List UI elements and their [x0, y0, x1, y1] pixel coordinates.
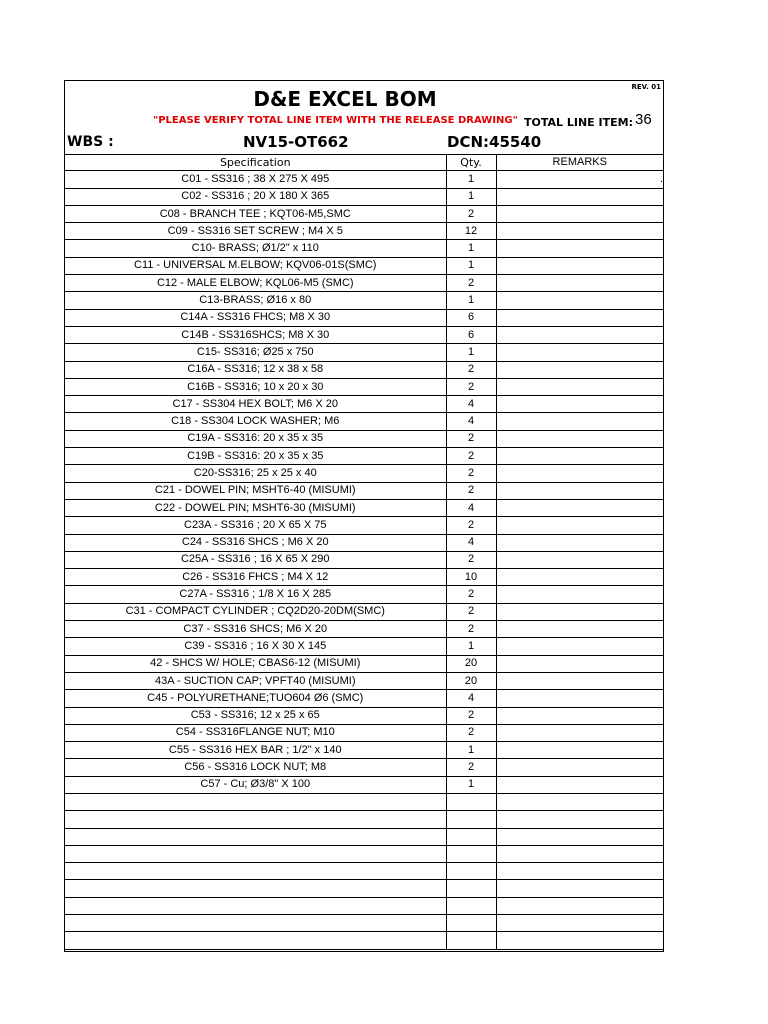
table-row — [65, 205, 663, 222]
remarks-cell[interactable] — [496, 621, 663, 638]
table-row — [65, 223, 663, 240]
table-row — [65, 724, 663, 741]
table-row — [65, 499, 663, 516]
table-row — [65, 569, 663, 586]
spec-cell[interactable]: C01 - SS316 ; 38 X 275 X 495 — [65, 171, 446, 188]
qty-cell[interactable]: 2 — [446, 551, 496, 568]
remarks-cell[interactable] — [496, 586, 663, 603]
remarks-cell[interactable] — [496, 915, 663, 932]
table-row — [65, 915, 663, 932]
spec-cell[interactable]: C20-SS316; 25 x 25 x 40 — [65, 465, 446, 482]
table-row — [65, 551, 663, 568]
spec-cell[interactable] — [65, 880, 446, 897]
qty-cell[interactable]: 4 — [446, 690, 496, 707]
spec-cell[interactable]: C39 - SS316 ; 16 X 30 X 145 — [65, 638, 446, 655]
qty-cell[interactable]: 2 — [446, 448, 496, 465]
qty-cell[interactable]: 1 — [446, 240, 496, 257]
spec-cell[interactable]: C13-BRASS; Ø16 x 80 — [65, 292, 446, 309]
spec-cell[interactable]: C54 - SS316FLANGE NUT; M10 — [65, 724, 446, 741]
remarks-cell[interactable] — [496, 430, 663, 447]
table-row — [65, 863, 663, 880]
remarks-cell[interactable] — [496, 793, 663, 810]
remarks-cell[interactable]: . — [496, 171, 663, 188]
spec-cell[interactable] — [65, 932, 446, 949]
table-row — [65, 897, 663, 914]
table-row — [65, 344, 663, 361]
remarks-cell[interactable] — [496, 275, 663, 292]
spec-cell[interactable]: C18 - SS304 LOCK WASHER; M6 — [65, 413, 446, 430]
qty-cell[interactable]: 2 — [446, 465, 496, 482]
qty-cell[interactable]: 1 — [446, 171, 496, 188]
spec-cell[interactable]: C19B - SS316: 20 x 35 x 35 — [65, 448, 446, 465]
qty-cell[interactable]: 4 — [446, 396, 496, 413]
remarks-cell[interactable] — [496, 534, 663, 551]
spec-cell[interactable]: C14A - SS316 FHCS; M8 X 30 — [65, 309, 446, 326]
qty-cell[interactable] — [446, 811, 496, 828]
spec-cell[interactable] — [65, 811, 446, 828]
spec-cell[interactable]: C24 - SS316 SHCS ; M6 X 20 — [65, 534, 446, 551]
bom-table — [65, 154, 663, 950]
remarks-cell[interactable] — [496, 396, 663, 413]
spec-cell[interactable] — [65, 845, 446, 862]
bom-table-body — [65, 171, 663, 949]
table-row — [65, 257, 663, 274]
qty-cell[interactable]: 2 — [446, 205, 496, 222]
qty-cell[interactable]: 2 — [446, 275, 496, 292]
dcn-number[interactable]: DCN:45540 — [447, 133, 542, 151]
qty-cell[interactable] — [446, 897, 496, 914]
spec-cell[interactable]: 43A - SUCTION CAP; VPFT40 (MISUMI) — [65, 672, 446, 689]
table-row — [65, 638, 663, 655]
remarks-cell[interactable] — [496, 603, 663, 620]
table-row — [65, 534, 663, 551]
qty-cell[interactable]: 2 — [446, 378, 496, 395]
remarks-cell[interactable] — [496, 344, 663, 361]
remarks-cell[interactable] — [496, 828, 663, 845]
table-row — [65, 430, 663, 447]
table-row — [65, 811, 663, 828]
table-row — [65, 326, 663, 343]
qty-cell[interactable]: 2 — [446, 707, 496, 724]
bom-sheet — [64, 80, 664, 952]
spec-cell[interactable]: C53 - SS316; 12 x 25 x 65 — [65, 707, 446, 724]
remarks-cell[interactable] — [496, 932, 663, 949]
qty-cell[interactable]: 2 — [446, 586, 496, 603]
table-row — [65, 378, 663, 395]
remarks-cell[interactable] — [496, 551, 663, 568]
table-row — [65, 188, 663, 205]
qty-cell[interactable]: 1 — [446, 257, 496, 274]
qty-cell[interactable]: 2 — [446, 621, 496, 638]
spec-cell[interactable]: C17 - SS304 HEX BOLT; M6 X 20 — [65, 396, 446, 413]
table-row — [65, 742, 663, 759]
spec-cell[interactable]: C02 - SS316 ; 20 X 180 X 365 — [65, 188, 446, 205]
remarks-cell[interactable] — [496, 690, 663, 707]
remarks-cell[interactable] — [496, 205, 663, 222]
column-header-qty: Qty. — [446, 154, 496, 171]
spec-cell[interactable]: C09 - SS316 SET SCREW ; M4 X 5 — [65, 223, 446, 240]
qty-cell[interactable]: 2 — [446, 759, 496, 776]
remarks-cell[interactable] — [496, 655, 663, 672]
table-row — [65, 828, 663, 845]
remarks-cell[interactable] — [496, 742, 663, 759]
spec-cell[interactable]: C16A - SS316; 12 x 38 x 58 — [65, 361, 446, 378]
bom-header — [65, 81, 663, 155]
spec-cell[interactable]: C25A - SS316 ; 16 X 65 X 290 — [65, 551, 446, 568]
table-row — [65, 759, 663, 776]
remarks-cell[interactable] — [496, 188, 663, 205]
remarks-cell[interactable] — [496, 811, 663, 828]
qty-cell[interactable] — [446, 793, 496, 810]
spec-cell[interactable]: C19A - SS316: 20 x 35 x 35 — [65, 430, 446, 447]
qty-cell[interactable]: 6 — [446, 326, 496, 343]
qty-cell[interactable]: 1 — [446, 344, 496, 361]
wbs-value[interactable]: NV15-OT662 — [243, 133, 349, 151]
table-row — [65, 793, 663, 810]
total-line-item-value[interactable]: 36 — [635, 111, 652, 128]
qty-cell[interactable]: 1 — [446, 776, 496, 793]
table-row — [65, 603, 663, 620]
spec-cell[interactable]: C37 - SS316 SHCS; M6 X 20 — [65, 621, 446, 638]
table-row — [65, 880, 663, 897]
spec-cell[interactable] — [65, 915, 446, 932]
qty-cell[interactable]: 4 — [446, 413, 496, 430]
spec-cell[interactable]: C14B - SS316SHCS; M8 X 30 — [65, 326, 446, 343]
remarks-cell[interactable] — [496, 326, 663, 343]
table-row — [65, 690, 663, 707]
qty-cell[interactable] — [446, 932, 496, 949]
table-row — [65, 586, 663, 603]
spec-cell[interactable]: C45 - POLYURETHANE;TUO604 Ø6 (SMC) — [65, 690, 446, 707]
spec-cell[interactable] — [65, 897, 446, 914]
table-row — [65, 396, 663, 413]
remarks-cell[interactable] — [496, 223, 663, 240]
spec-cell[interactable] — [65, 863, 446, 880]
remarks-cell[interactable] — [496, 759, 663, 776]
table-row — [65, 275, 663, 292]
remarks-cell[interactable] — [496, 499, 663, 516]
remarks-cell[interactable] — [496, 257, 663, 274]
qty-cell[interactable]: 4 — [446, 499, 496, 516]
table-row — [65, 465, 663, 482]
total-line-item-label: TOTAL LINE ITEM: — [524, 116, 633, 129]
qty-cell[interactable]: 1 — [446, 742, 496, 759]
remarks-cell[interactable] — [496, 880, 663, 897]
spec-cell[interactable]: C26 - SS316 FHCS ; M4 X 12 — [65, 569, 446, 586]
qty-cell[interactable]: 2 — [446, 517, 496, 534]
qty-cell[interactable]: 4 — [446, 534, 496, 551]
qty-cell[interactable]: 10 — [446, 569, 496, 586]
table-row — [65, 292, 663, 309]
remarks-cell[interactable] — [496, 482, 663, 499]
remarks-cell[interactable] — [496, 309, 663, 326]
remarks-cell[interactable] — [496, 724, 663, 741]
qty-cell[interactable]: 2 — [446, 603, 496, 620]
table-row — [65, 517, 663, 534]
qty-cell[interactable]: 2 — [446, 724, 496, 741]
table-row — [65, 621, 663, 638]
qty-cell[interactable]: 20 — [446, 672, 496, 689]
remarks-cell[interactable] — [496, 707, 663, 724]
remarks-cell[interactable] — [496, 448, 663, 465]
table-row — [65, 361, 663, 378]
spec-cell[interactable]: C56 - SS316 LOCK NUT; M8 — [65, 759, 446, 776]
table-row — [65, 932, 663, 949]
remarks-cell[interactable] — [496, 863, 663, 880]
verify-warning: "PLEASE VERIFY TOTAL LINE ITEM WITH THE RELEASE DRAWING" — [153, 115, 518, 126]
wbs-label: WBS : — [67, 134, 114, 150]
spec-cell[interactable]: C23A - SS316 ; 20 X 65 X 75 — [65, 517, 446, 534]
spec-cell[interactable] — [65, 793, 446, 810]
table-row — [65, 240, 663, 257]
spec-cell[interactable]: C55 - SS316 HEX BAR ; 1/2" x 140 — [65, 742, 446, 759]
remarks-cell[interactable] — [496, 569, 663, 586]
qty-cell[interactable]: 6 — [446, 309, 496, 326]
revision-label: REV. 01 — [631, 83, 661, 91]
qty-cell[interactable]: 1 — [446, 292, 496, 309]
table-row — [65, 655, 663, 672]
qty-cell[interactable]: 1 — [446, 188, 496, 205]
table-row — [65, 776, 663, 793]
table-row — [65, 707, 663, 724]
spec-cell[interactable]: 42 - SHCS W/ HOLE; CBAS6-12 (MISUMI) — [65, 655, 446, 672]
spec-cell[interactable] — [65, 828, 446, 845]
table-header-row — [65, 154, 663, 171]
spec-cell[interactable]: C16B - SS316; 10 x 20 x 30 — [65, 378, 446, 395]
qty-cell[interactable] — [446, 845, 496, 862]
remarks-cell[interactable] — [496, 672, 663, 689]
remarks-cell[interactable] — [496, 465, 663, 482]
qty-cell[interactable]: 20 — [446, 655, 496, 672]
remarks-cell[interactable] — [496, 845, 663, 862]
table-row — [65, 672, 663, 689]
spec-cell[interactable]: C08 - BRANCH TEE ; KQT06-M5,SMC — [65, 205, 446, 222]
column-header-specification: Specification — [65, 154, 446, 171]
qty-cell[interactable]: 2 — [446, 482, 496, 499]
remarks-cell[interactable] — [496, 413, 663, 430]
qty-cell[interactable]: 1 — [446, 638, 496, 655]
remarks-cell[interactable] — [496, 240, 663, 257]
remarks-cell[interactable] — [496, 361, 663, 378]
table-row — [65, 309, 663, 326]
remarks-cell[interactable] — [496, 776, 663, 793]
qty-cell[interactable]: 2 — [446, 430, 496, 447]
remarks-cell[interactable] — [496, 378, 663, 395]
qty-cell[interactable] — [446, 863, 496, 880]
qty-cell[interactable] — [446, 915, 496, 932]
spec-cell[interactable]: C27A - SS316 ; 1/8 X 16 X 285 — [65, 586, 446, 603]
page-title: D&E EXCEL BOM — [253, 87, 437, 111]
spec-cell[interactable]: C57 - Cu; Ø3/8" X 100 — [65, 776, 446, 793]
spec-cell[interactable]: C10- BRASS; Ø1/2" x 110 — [65, 240, 446, 257]
remarks-cell[interactable] — [496, 638, 663, 655]
column-header-remarks: REMARKS — [496, 154, 663, 171]
spec-cell[interactable]: C15- SS316; Ø25 x 750 — [65, 344, 446, 361]
table-row — [65, 171, 663, 188]
table-row — [65, 482, 663, 499]
qty-cell[interactable] — [446, 880, 496, 897]
qty-cell[interactable]: 2 — [446, 361, 496, 378]
spec-cell[interactable]: C31 - COMPACT CYLINDER ; CQ2D20-20DM(SMC) — [65, 603, 446, 620]
spec-cell[interactable]: C11 - UNIVERSAL M.ELBOW; KQV06-01S(SMC) — [65, 257, 446, 274]
qty-cell[interactable]: 12 — [446, 223, 496, 240]
table-row — [65, 845, 663, 862]
table-row — [65, 413, 663, 430]
spec-cell[interactable]: C21 - DOWEL PIN; MSHT6-40 (MISUMI) — [65, 482, 446, 499]
spec-cell[interactable]: C22 - DOWEL PIN; MSHT6-30 (MISUMI) — [65, 499, 446, 516]
remarks-cell[interactable] — [496, 517, 663, 534]
table-row — [65, 448, 663, 465]
spec-cell[interactable]: C12 - MALE ELBOW; KQL06-M5 (SMC) — [65, 275, 446, 292]
qty-cell[interactable] — [446, 828, 496, 845]
remarks-cell[interactable] — [496, 292, 663, 309]
remarks-cell[interactable] — [496, 897, 663, 914]
